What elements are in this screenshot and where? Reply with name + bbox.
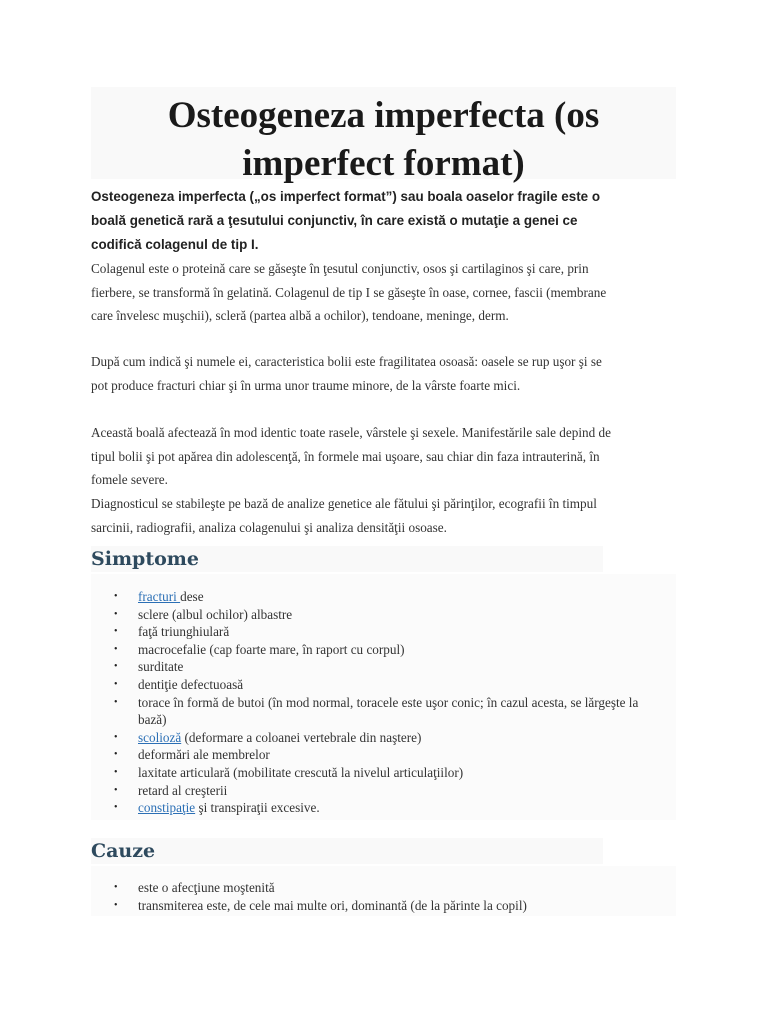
bullet-icon: •: [114, 882, 118, 893]
bullet-icon: •: [114, 626, 118, 638]
causes-heading-background: [91, 838, 603, 864]
symptom-item-text: laxitate articulară (mobilitate crescută la nivelul articulaţiilor): [138, 764, 464, 780]
symptom-item-text: deformări ale membrelor: [138, 747, 270, 763]
symptom-item: [110, 746, 670, 764]
paragraph-fragility: După cum indică şi numele ei, caracteristica bolii este fragilitatea osoasă: oasele se rup uşor şi se pot produce fracturi chiar şi în urma unor traume minore, de la vârste foarte mici.: [91, 354, 602, 393]
symptoms-heading: Simptome: [91, 548, 199, 570]
symptom-item-text: dentiţie defectuoasă: [138, 676, 244, 692]
cause-item: [110, 879, 670, 897]
paragraph-collagen: Colagenul este o proteină care se găseşte în ţesutul conjunctiv, osos şi cartilaginos şi care, prin fierbere, se transformă în gelatină. Colagenul de tip I se găseşte în oase, cornee, fascii (membrane care învelesc muşchii), scleră (partea albă a ochilor), tendoane, meninge, derm.: [91, 261, 607, 323]
bullet-icon: •: [114, 678, 118, 690]
bullet-icon: •: [114, 696, 118, 708]
symptom-item: [110, 799, 670, 817]
bullet-icon: •: [114, 643, 118, 655]
symptom-item-text: dese: [180, 589, 204, 604]
paragraph-manifestations: Această boală afectează în mod identic toate rasele, vârstele şi sexele. Manifestările sale depind de tipul bolii şi pot apărea din adolescenţă, în formele mai uşoare, sau chiar din faza intrauterină, în fomele severe.: [91, 425, 611, 487]
symptom-item: [110, 782, 670, 800]
symptom-link[interactable]: fracturi: [138, 589, 181, 604]
symptom-item-text: (deformare a coloanei vertebrale din naştere): [181, 729, 422, 745]
symptom-item: [110, 606, 670, 624]
bullet-icon: •: [114, 591, 118, 602]
symptom-item-text: macrocefalie (cap foarte mare, în raport cu corpul): [138, 641, 405, 657]
bullet-icon: •: [114, 899, 118, 911]
symptom-item-text: torace în formă de butoi (în mod normal, toracele este uşor conic; în cazul acesta, se lărgeşte la bază): [138, 694, 639, 728]
symptom-item-text: surditate: [138, 659, 184, 675]
cause-item-text: transmiterea este, de cele mai multe ori, dominantă (de la părinte la copil): [138, 897, 527, 913]
symptom-item: [110, 694, 670, 729]
symptom-item: [110, 588, 670, 606]
symptom-item: [110, 658, 670, 676]
symptom-item-text: sclere (albul ochilor) albastre: [138, 606, 293, 622]
page-title: Osteogeneza imperfecta (os imperfect format): [167, 95, 600, 184]
symptom-item-text: faţă triunghiulară: [138, 624, 230, 640]
causes-heading: Cauze: [91, 840, 156, 862]
symptom-link[interactable]: constipaţie: [138, 800, 196, 816]
cause-item-text: este o afecţiune moştenită: [138, 880, 275, 895]
symptom-item-text: retard al creşterii: [138, 782, 228, 798]
causes-list: [110, 879, 670, 914]
bullet-icon: •: [114, 608, 118, 620]
cause-item: [110, 897, 670, 915]
symptom-item: [110, 676, 670, 694]
bullet-icon: •: [114, 749, 118, 761]
bullet-icon: •: [114, 784, 118, 796]
bullet-icon: •: [114, 731, 118, 743]
symptom-item: [110, 641, 670, 659]
bullet-icon: •: [114, 802, 118, 814]
lead-paragraph: Osteogeneza imperfecta („os imperfect format”) sau boala oaselor fragile este o boală genetică rară a ţesutului conjunctiv, în care există o mutaţie a genei ce codifică colagenul de tip I.: [91, 189, 600, 252]
symptom-item: [110, 623, 670, 641]
paragraph-diagnosis: Diagnosticul se stabileşte pe bază de analize genetice ale fătului şi părinţilor, ecografii în timpul sarcinii, radiografii, analiza colagenului şi analiza densităţii osoase.: [91, 496, 597, 535]
bullet-icon: •: [114, 661, 118, 673]
symptom-link[interactable]: scolioză: [138, 729, 182, 745]
symptom-item: [110, 764, 670, 782]
symptom-item-text: şi transpiraţii excesive.: [195, 800, 320, 816]
bullet-icon: •: [114, 766, 118, 778]
symptoms-list: [110, 588, 670, 817]
symptom-item: [110, 729, 670, 747]
